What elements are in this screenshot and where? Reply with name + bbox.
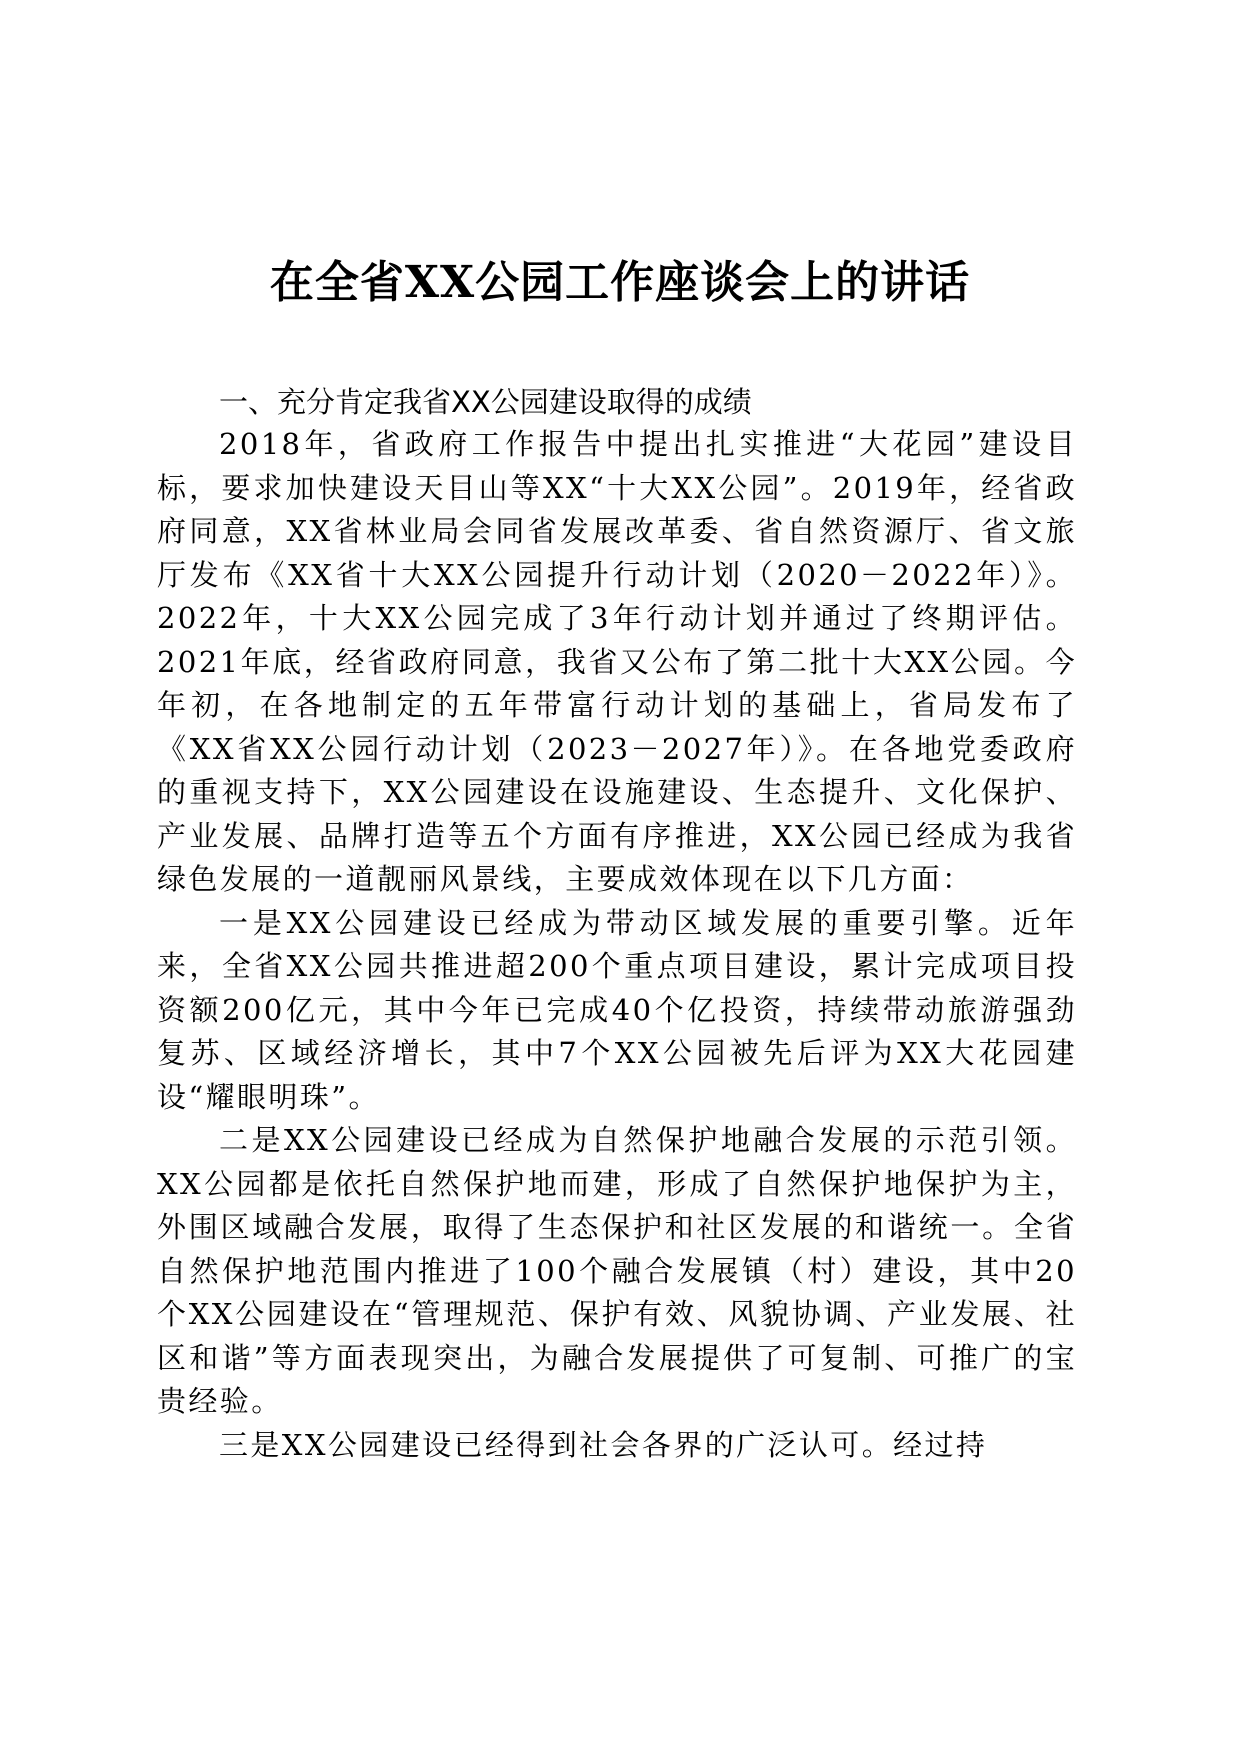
paragraph-overview: 2018年，省政府工作报告中提出扎实推进“大花园”建设目标，要求加快建设天目山等XX“十大XX公园”。2019年，经省政府同意，XX省林业局会同省发展改革委、省自然资源厅、省文旅厅发布《XX省十大XX公园提升行动计划（2020－2022年）》。2022年，十大XX公园完成了3年行动计划并通过了终期评估。2021年底，经省政府同意，我省又公布了第二批十大XX公园。今年初，在各地制定的五年带富行动计划的基础上，省局发布了《XX省XX公园行动计划（2023－2027年）》。在各地党委政府的重视支持下，XX公园建设在设施建设、生态提升、文化保护、产业发展、品牌打造等五个方面有序推进，XX公园已经成为我省绿色发展的一道靓丽风景线，主要成效体现在以下几方面：: [157, 427, 1077, 896]
paragraph-protected-areas: 二是XX公园建设已经成为自然保护地融合发展的示范引领。XX公园都是依托自然保护地而建，形成了自然保护地保护为主，外围区域融合发展，取得了生态保护和社区发展的和谐统一。全省自然保护地范围内推进了100个融合发展镇（村）建设，其中20个XX公园建设在“管理规范、保护有效、风貌协调、产业发展、社区和谐”等方面表现突出，为融合发展提供了可复制、可推广的宝贵经验。: [157, 1123, 1077, 1418]
paragraph-public-recognition: 三是XX公园建设已经得到社会各界的广泛认可。经过持: [219, 1427, 988, 1462]
paragraph-regional-engine: 一是XX公园建设已经成为带动区域发展的重要引擎。近年来，全省XX公园共推进超200个重点项目建设，累计完成项目投资额200亿元，其中今年已完成40个亿投资，持续带动旅游强劲复苏、区域经济增长，其中7个XX公园被先后评为XX大花园建设“耀眼明珠”。: [157, 905, 1077, 1114]
document-body: [157, 381, 1077, 1467]
section-heading: 一、充分肯定我省XX公园建设取得的成绩: [219, 385, 752, 419]
document-title: 在全省XX公园工作座谈会上的讲话: [269, 257, 971, 308]
